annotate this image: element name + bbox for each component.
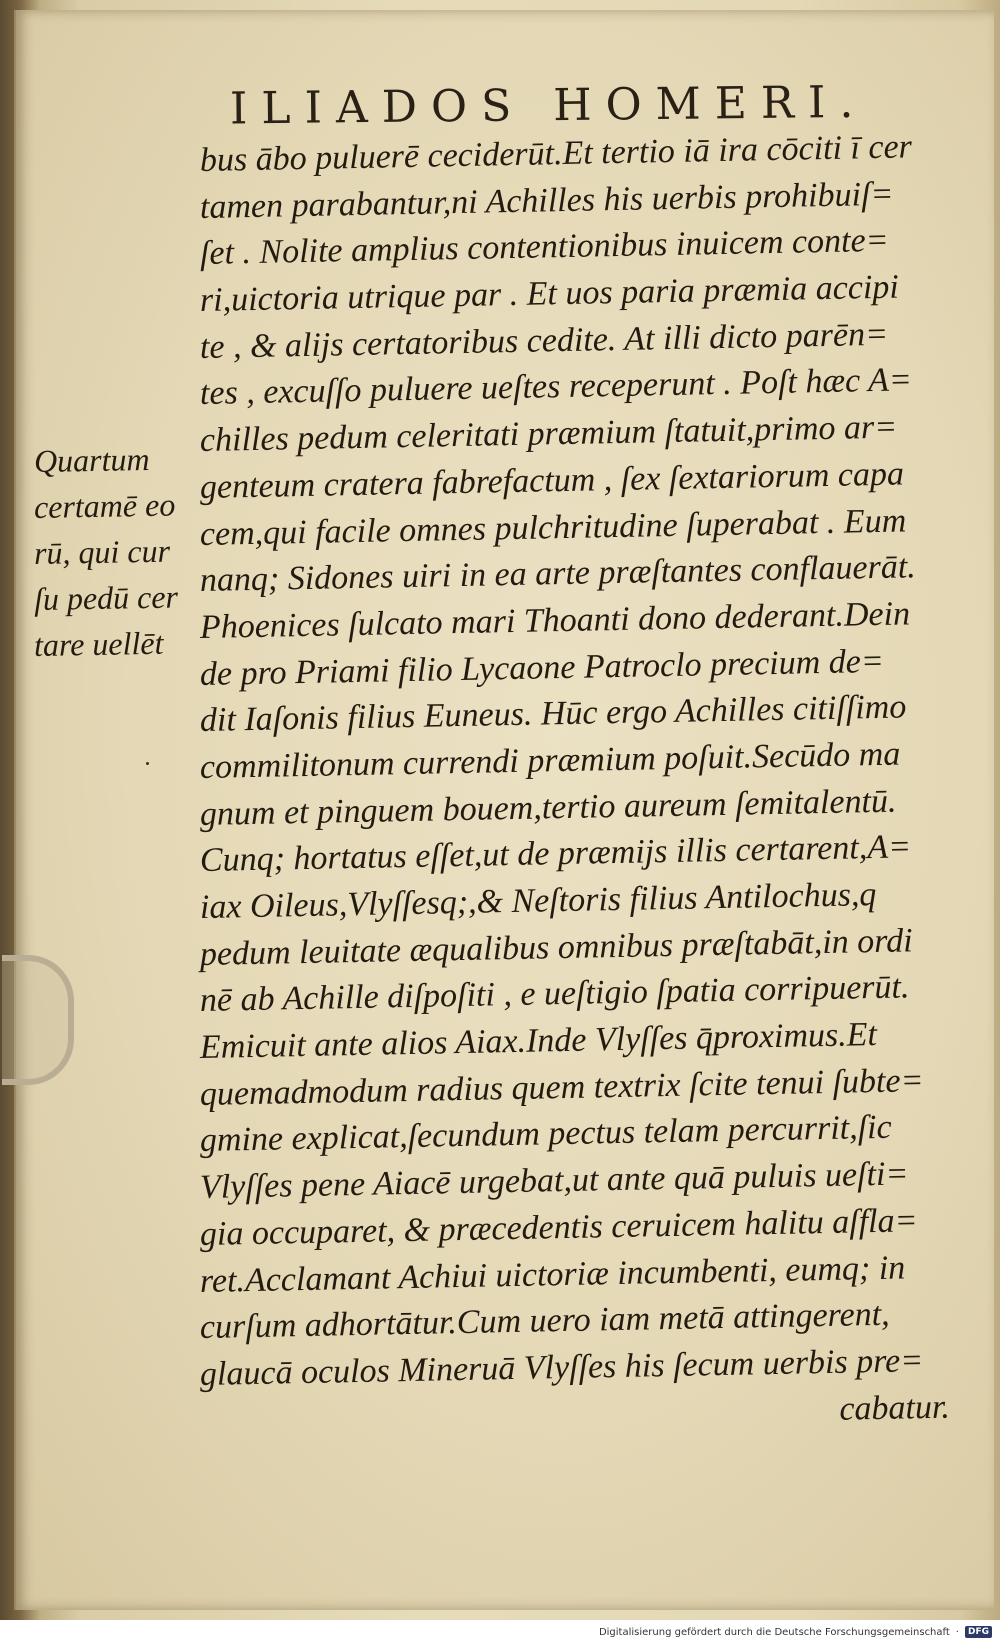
text-line: gnum et pinguem bouem,tertio aureum ſemitalentū. [199,782,897,833]
text-line: nē ab Achille diſpoſiti , e ueſtigio ſpatia corripuerūt. [199,968,910,1020]
text-line: te , & alijs certatoribus cedite. At illi dicto parēn= [199,315,889,366]
text-line: iax Oileus,Vlyſſesq;,& Neſtoris filius Antilochus,q [199,876,877,926]
text-line: de pro Priami filio Lycaone Patroclo precium de= [199,642,885,693]
text-line: Emicuit ante alios Aiax.Inde Vlyſſes q̄proximus.Et [199,1016,878,1067]
text-line: tamen parabantur,ni Achilles his uerbis prohibuiſ= [199,175,894,226]
text-line: cabatur. [839,1388,951,1428]
marginal-note [34,438,204,668]
text-line: pedum leuitate æqualibus omnibus præſtabāt,in ordi [199,922,913,973]
text-line: curſum adhortātur.Cum uero iam metā attingerent, [199,1295,890,1347]
page-clasp-icon [2,955,74,1085]
marginal-note-line: ſu pedū cer [33,578,179,617]
text-line: Cunq; hortatus eſſet,ut de præmijs illis certarent,A= [199,828,912,880]
footer-credit: Digitalisierung gefördert durch die Deutsche Forschungsgemeinschaft [598,1626,950,1638]
text-line: chilles pedum celeritati præmium ſtatuit,primo ar= [199,408,898,460]
text-line: tes , excuſſo puluere ueſtes receperunt . Poſt hæc A= [199,361,913,413]
text-line: genteum cratera fabrefactum , ſex ſextariorum capa [199,455,905,506]
text-line: glaucā oculos Mineruā Vlyſſes his ſecum uerbis pre= [199,1341,924,1393]
text-line: cem,qui facile omnes pulchritudine ſuperabat . Eum [199,501,907,553]
body-text [199,128,970,1445]
text-line: quemadmodum radius quem textrix ſcite tenui ſubte= [199,1061,924,1113]
text-line: bus ābo puluerē ceciderūt.Et tertio iā ira cōciti ī cer [199,128,913,179]
text-line: ret.Acclamant Achiui uictoriæ incumbenti, eumq; in [199,1248,906,1300]
marginal-note-line: rū, qui cur [33,532,171,571]
text-line: Phoenices ſulcato mari Thoanti dono dederant.Dein [199,595,911,646]
text-line: gia occuparet, & præcedentis ceruicem halitu aſfla= [199,1202,918,1253]
running-head: ILIADOS HOMERI. [229,76,868,135]
text-line: nanq; Sidones uiri in ea arte præſtantes conflauerāt. [199,548,917,600]
text-line: Vlyſſes pene Aiacē urgebat,ut ante quā puluis ueſti= [199,1155,909,1207]
marginal-note-line: Quartum [33,440,150,479]
text-line: commilitonum currendi præmium poſuit.Secūdo ma [199,735,901,786]
digitization-footer: Digitalisierung gefördert durch die Deutsche Forschungsgemeinschaft · DFG [599,1624,992,1640]
text-line: ri,uictoria utrique par . Et uos paria præmia accipi [199,268,900,320]
text-line: gmine explicat,ſecundum pectus telam percurrit,ſic [199,1109,892,1160]
text-line: dit Iaſonis filius Euneus. Hūc ergo Achilles citiſſimo [199,688,907,740]
dfg-logo-icon: DFG [965,1626,992,1638]
marginal-note-line: certamē eo [33,486,176,525]
text-line: ſet . Nolite amplius contentionibus inuicem conte= [199,222,889,273]
ink-speck [146,762,149,765]
marginal-note-line: tare uellēt [33,624,164,663]
